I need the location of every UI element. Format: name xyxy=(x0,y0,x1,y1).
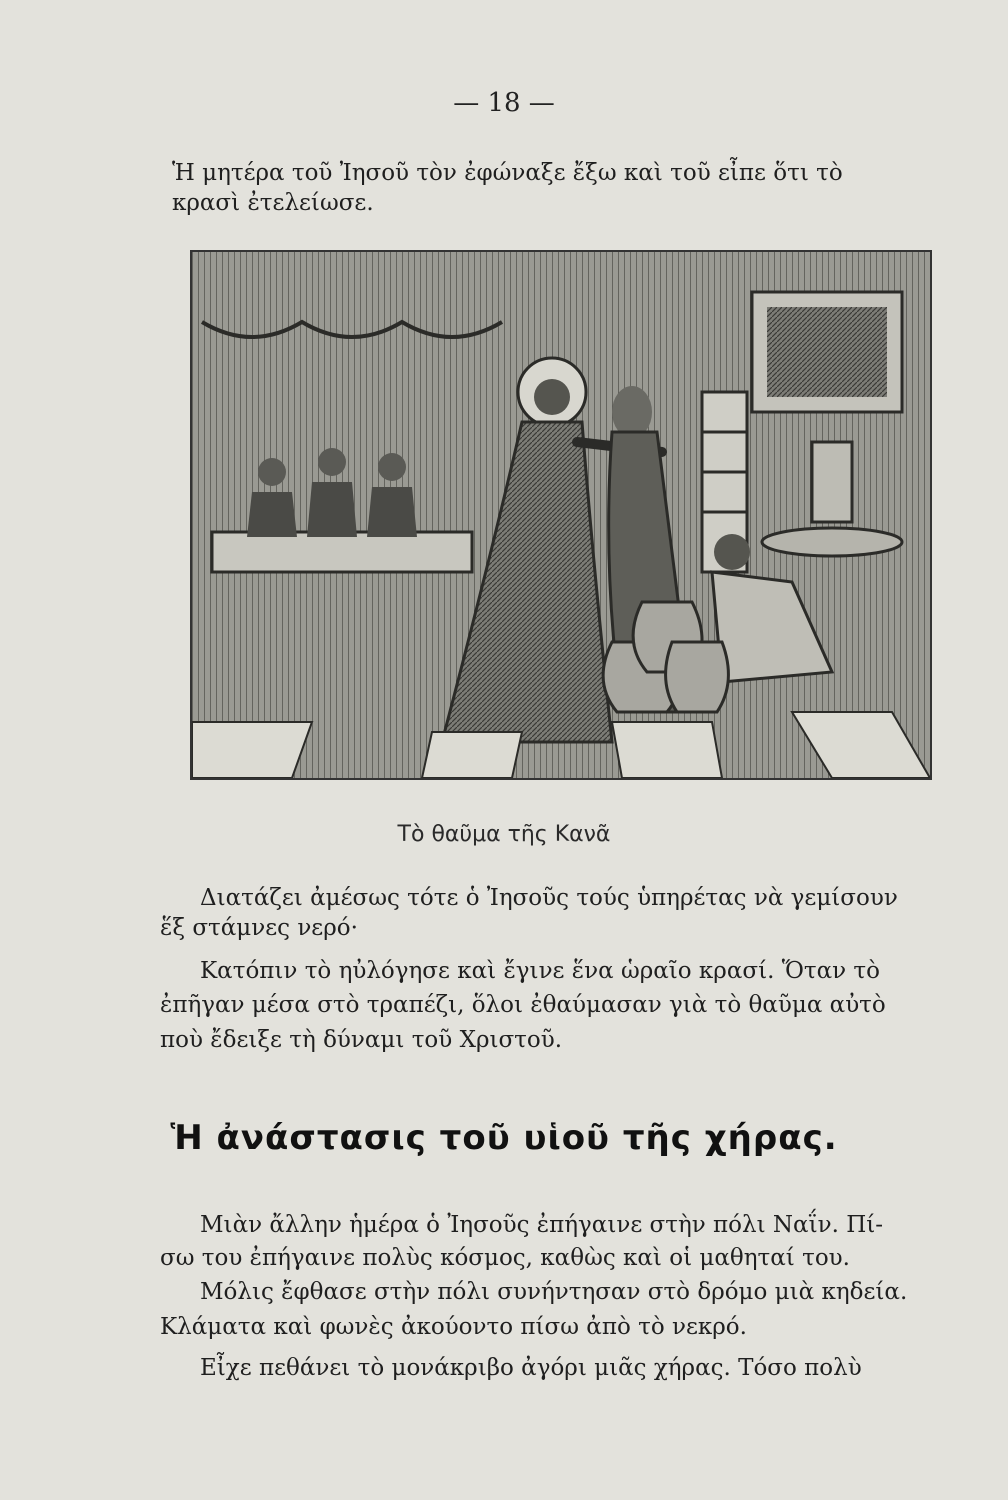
paragraph-1-line-5: ποὺ ἔδειξε τὴ δύναμι τοῦ Χριστοῦ. xyxy=(160,1027,563,1053)
paragraph-1-line-1: Διατάζει ἀμέσως τότε ὁ Ἰησοῦς τούς ὑπηρέτας νὰ γεμίσουν xyxy=(200,885,898,911)
paragraph-1-line-4: ἐπῆγαν μέσα στὸ τραπέζι, ὅλοι ἐθαύμασαν γιὰ τὸ θαῦμα αὐτὸ xyxy=(160,992,886,1018)
paragraph-2-line-1: Μιὰν ἄλλην ἡμέρα ὁ Ἰησοῦς ἐπήγαινε στὴν πόλι Ναΐν. Πί- xyxy=(200,1212,884,1238)
paragraph-2-line-3: Μόλις ἔφθασε στὴν πόλι συνήντησαν στὸ δρόμο μιὰ κηδεία. xyxy=(200,1279,908,1305)
page-number: — 18 — xyxy=(453,88,555,118)
section-heading: Ἡ ἀνάστασις τοῦ υἱοῦ τῆς χήρας. xyxy=(170,1118,838,1158)
paragraph-1-line-3: Κατόπιν τὸ ηὐλόγησε καὶ ἔγινε ἕνα ὡραῖο κρασί. Ὅταν τὸ xyxy=(200,958,880,984)
paragraph-1-line-2: ἕξ στάμνες νερό· xyxy=(160,915,358,941)
paragraph-2-line-2: σω του ἐπήγαινε πολὺς κόσμος, καθὼς καὶ οἱ μαθηταί του. xyxy=(160,1245,850,1271)
illustration-caption: Τὸ θαῦμα τῆς Κανᾶ xyxy=(397,822,611,847)
intro-line-2: κρασὶ ἐτελείωσε. xyxy=(172,190,374,216)
paragraph-2-line-4: Κλάματα καὶ φωνὲς ἀκούοντο πίσω ἀπὸ τὸ νεκρό. xyxy=(160,1314,747,1340)
intro-line-1: Ἡ μητέρα τοῦ Ἰησοῦ τὸν ἐφώναξε ἔξω καὶ τοῦ εἶπε ὅτι τὸ xyxy=(172,160,843,186)
illustration-miracle-at-cana xyxy=(190,250,932,780)
paragraph-2-line-5: Εἶχε πεθάνει τὸ μονάκριβο ἀγόρι μιᾶς χήρας. Τόσο πολὺ xyxy=(200,1355,862,1381)
